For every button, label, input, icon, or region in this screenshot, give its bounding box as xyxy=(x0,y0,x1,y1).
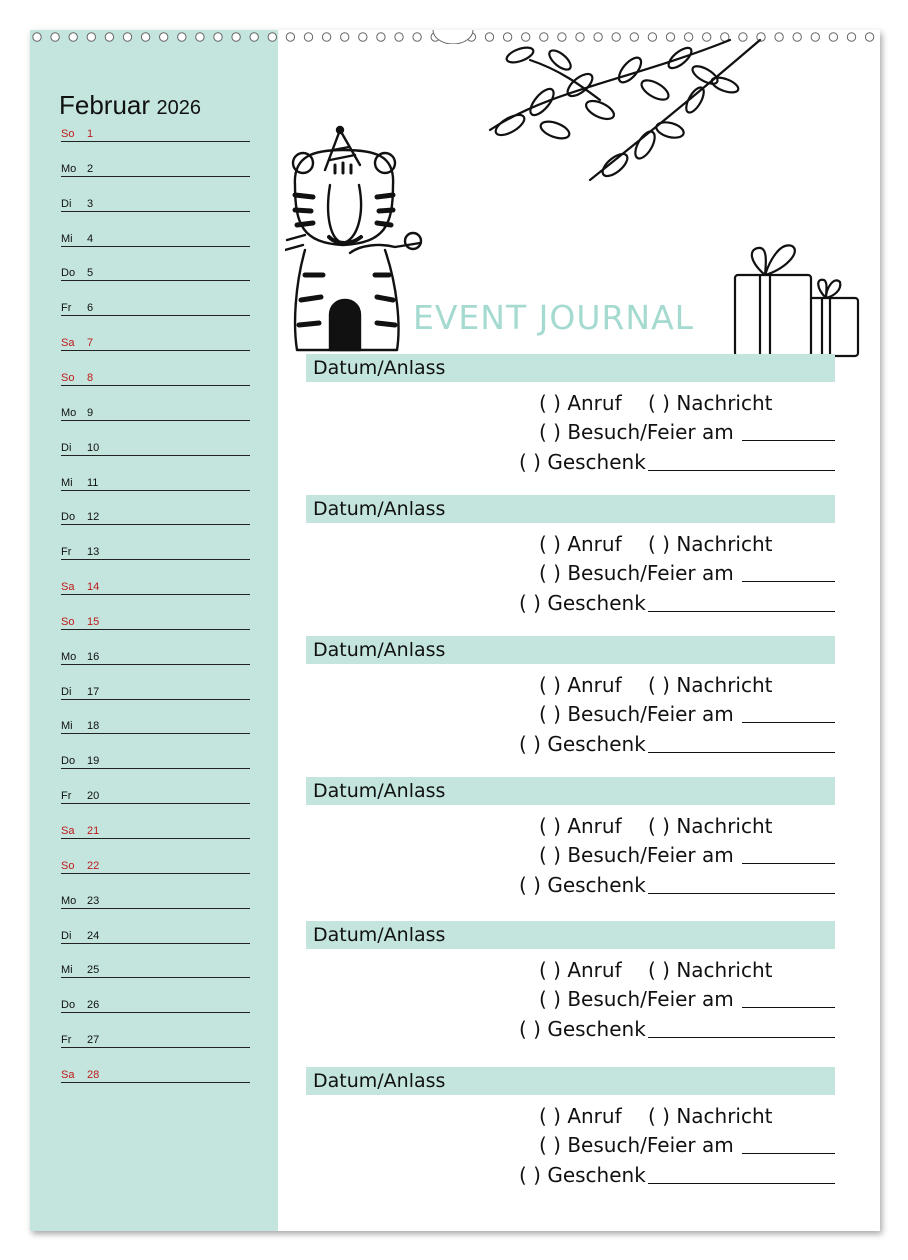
day-row[interactable] xyxy=(61,581,250,595)
entry-header-bar xyxy=(306,1067,835,1095)
gift-checkbox[interactable]: ( ) Geschenk xyxy=(519,1017,646,1041)
day-row[interactable] xyxy=(61,302,250,316)
day-weekday: Fr xyxy=(61,302,72,315)
day-number: 26 xyxy=(87,999,100,1012)
calendar-page xyxy=(30,30,880,1231)
day-weekday: Mo xyxy=(61,162,77,175)
call-checkbox[interactable]: ( ) Anruf xyxy=(539,391,622,415)
day-number: 14 xyxy=(87,581,100,594)
gift-boxes-illustration xyxy=(730,240,865,360)
visit-checkbox[interactable]: ( ) Besuch/Feier am xyxy=(539,702,734,726)
entry-header[interactable]: Datum/Anlass xyxy=(313,924,446,946)
day-row[interactable] xyxy=(61,999,250,1013)
journal-entry xyxy=(306,921,835,1039)
visit-checkbox[interactable]: ( ) Besuch/Feier am xyxy=(539,843,734,867)
day-row[interactable] xyxy=(61,686,250,700)
journal-entry xyxy=(306,636,835,754)
day-number: 22 xyxy=(87,859,100,872)
day-row[interactable] xyxy=(61,755,250,769)
visit-checkbox[interactable]: ( ) Besuch/Feier am xyxy=(539,420,734,444)
day-row[interactable] xyxy=(61,1069,250,1083)
binding-ring xyxy=(69,33,77,41)
day-row[interactable] xyxy=(61,930,250,944)
binding-ring xyxy=(413,33,421,41)
call-checkbox[interactable]: ( ) Anruf xyxy=(539,673,622,697)
day-number: 11 xyxy=(87,476,99,489)
call-checkbox[interactable]: ( ) Anruf xyxy=(539,1104,622,1128)
hanger-hook xyxy=(433,30,473,44)
day-row[interactable] xyxy=(61,964,250,978)
visit-date-line[interactable] xyxy=(742,440,835,441)
entry-header[interactable]: Datum/Anlass xyxy=(313,357,446,379)
binding-ring xyxy=(178,33,186,41)
day-weekday: Sa xyxy=(61,1068,75,1081)
entry-header[interactable]: Datum/Anlass xyxy=(313,498,446,520)
entry-header[interactable]: Datum/Anlass xyxy=(313,639,446,661)
gift-line[interactable] xyxy=(648,1183,835,1184)
day-weekday: Di xyxy=(61,441,72,454)
day-row[interactable] xyxy=(61,267,250,281)
day-row[interactable] xyxy=(61,233,250,247)
month-name: Februar xyxy=(59,90,151,120)
day-number: 16 xyxy=(87,650,100,663)
day-weekday: Do xyxy=(61,755,76,768)
binding-ring xyxy=(105,33,113,41)
message-checkbox[interactable]: ( ) Nachricht xyxy=(648,391,773,415)
visit-date-line[interactable] xyxy=(742,581,835,582)
day-weekday: Mi xyxy=(61,232,73,245)
day-weekday: So xyxy=(61,128,75,140)
entry-header[interactable]: Datum/Anlass xyxy=(313,1070,446,1092)
binding-ring xyxy=(829,33,837,41)
day-row[interactable] xyxy=(61,825,250,839)
binding-ring xyxy=(359,33,367,41)
binding-ring xyxy=(377,33,385,41)
binding-ring xyxy=(250,33,258,41)
binding-ring xyxy=(33,33,41,41)
binding-ring xyxy=(322,33,330,41)
day-weekday: Sa xyxy=(61,581,75,594)
day-row[interactable] xyxy=(61,651,250,665)
day-number: 8 xyxy=(87,371,94,384)
entry-header-bar xyxy=(306,777,835,805)
day-number: 3 xyxy=(87,197,94,210)
day-row[interactable] xyxy=(61,337,250,351)
day-number: 10 xyxy=(87,441,100,454)
message-checkbox[interactable]: ( ) Nachricht xyxy=(648,958,773,982)
day-number: 27 xyxy=(87,1034,100,1047)
day-weekday: Fr xyxy=(61,1034,72,1047)
day-row[interactable] xyxy=(61,198,250,212)
day-weekday: Sa xyxy=(61,825,75,837)
binding-ring xyxy=(196,33,204,41)
day-weekday: Mi xyxy=(61,476,73,489)
day-weekday: Mi xyxy=(61,720,73,733)
day-number: 12 xyxy=(87,511,100,524)
day-number: 7 xyxy=(87,337,94,350)
journal-entry xyxy=(306,1067,835,1185)
day-weekday: Di xyxy=(61,929,72,942)
message-checkbox[interactable]: ( ) Nachricht xyxy=(648,673,773,697)
binding-ring xyxy=(865,33,873,41)
day-number: 13 xyxy=(87,546,100,559)
day-row[interactable] xyxy=(61,860,250,874)
day-weekday: Mo xyxy=(61,894,77,907)
journal-title: EVENT JOURNAL xyxy=(413,298,695,337)
day-number: 19 xyxy=(87,755,100,768)
binding-ring xyxy=(141,33,149,41)
gift-line[interactable] xyxy=(648,893,835,894)
year: 2026 xyxy=(156,97,201,119)
visit-checkbox[interactable]: ( ) Besuch/Feier am xyxy=(539,987,734,1011)
journal-entry xyxy=(306,777,835,895)
call-checkbox[interactable]: ( ) Anruf xyxy=(539,814,622,838)
day-number: 24 xyxy=(87,929,100,942)
gift-checkbox[interactable]: ( ) Geschenk xyxy=(519,873,646,897)
day-weekday: So xyxy=(61,859,75,872)
day-number: 1 xyxy=(87,128,94,140)
day-number: 4 xyxy=(87,232,94,245)
day-weekday: Di xyxy=(61,197,72,210)
binding-ring xyxy=(811,33,819,41)
visit-date-line[interactable] xyxy=(742,1153,835,1154)
journal-entry xyxy=(306,354,835,472)
gift-checkbox[interactable]: ( ) Geschenk xyxy=(519,1163,646,1187)
day-number: 6 xyxy=(87,302,94,315)
month-title xyxy=(59,90,201,121)
entry-header-bar xyxy=(306,921,835,949)
day-row[interactable] xyxy=(61,790,250,804)
gift-line[interactable] xyxy=(648,1037,835,1038)
entry-header-bar xyxy=(306,636,835,664)
day-weekday: Do xyxy=(61,267,76,280)
visit-date-line[interactable] xyxy=(742,722,835,723)
day-weekday: Fr xyxy=(61,546,72,559)
day-number: 20 xyxy=(87,790,100,803)
day-row[interactable] xyxy=(61,372,250,386)
day-row[interactable] xyxy=(61,616,250,630)
binding-ring xyxy=(87,33,95,41)
day-weekday: Mo xyxy=(61,406,77,419)
day-row[interactable] xyxy=(61,895,250,909)
day-number: 25 xyxy=(87,964,100,977)
visit-date-line[interactable] xyxy=(742,863,835,864)
binding-ring xyxy=(304,33,312,41)
day-number: 17 xyxy=(87,685,100,698)
day-number: 21 xyxy=(87,825,100,837)
day-number: 15 xyxy=(87,615,100,628)
binding-ring xyxy=(793,33,801,41)
day-row[interactable] xyxy=(61,511,250,525)
binding-ring xyxy=(268,33,276,41)
day-row[interactable] xyxy=(61,720,250,734)
visit-checkbox[interactable]: ( ) Besuch/Feier am xyxy=(539,561,734,585)
binding-ring xyxy=(123,33,131,41)
day-row[interactable] xyxy=(61,546,250,560)
binding-ring xyxy=(847,33,855,41)
entry-header-bar xyxy=(306,495,835,523)
message-checkbox[interactable]: ( ) Nachricht xyxy=(648,1104,773,1128)
day-row[interactable] xyxy=(61,442,250,456)
day-row[interactable] xyxy=(61,407,250,421)
day-weekday: Mi xyxy=(61,964,73,977)
visit-checkbox[interactable]: ( ) Besuch/Feier am xyxy=(539,1133,734,1157)
call-checkbox[interactable]: ( ) Anruf xyxy=(539,958,622,982)
gift-line[interactable] xyxy=(648,752,835,753)
binding-ring xyxy=(286,33,294,41)
binding-ring xyxy=(214,33,222,41)
binding-ring xyxy=(51,33,59,41)
gift-checkbox[interactable]: ( ) Geschenk xyxy=(519,450,646,474)
day-weekday: So xyxy=(61,371,75,384)
day-row[interactable] xyxy=(61,477,250,491)
day-number: 18 xyxy=(87,720,100,733)
day-weekday: Fr xyxy=(61,790,72,803)
day-weekday: Do xyxy=(61,999,76,1012)
day-weekday: Sa xyxy=(61,337,75,350)
gift-line[interactable] xyxy=(648,470,835,471)
leaf-branch-illustration xyxy=(470,30,780,190)
day-number: 5 xyxy=(87,267,94,280)
day-number: 23 xyxy=(87,894,100,907)
day-weekday: Do xyxy=(61,511,76,524)
binding-ring xyxy=(341,33,349,41)
entry-header[interactable]: Datum/Anlass xyxy=(313,780,446,802)
message-checkbox[interactable]: ( ) Nachricht xyxy=(648,814,773,838)
binding-ring xyxy=(395,33,403,41)
binding-ring xyxy=(160,33,168,41)
day-row[interactable] xyxy=(61,128,250,142)
day-row[interactable] xyxy=(61,1034,250,1048)
visit-date-line[interactable] xyxy=(742,1007,835,1008)
day-weekday: Di xyxy=(61,685,72,698)
entry-header-bar xyxy=(306,354,835,382)
message-checkbox[interactable]: ( ) Nachricht xyxy=(648,532,773,556)
gift-checkbox[interactable]: ( ) Geschenk xyxy=(519,591,646,615)
day-number: 9 xyxy=(87,406,94,419)
call-checkbox[interactable]: ( ) Anruf xyxy=(539,532,622,556)
gift-line[interactable] xyxy=(648,611,835,612)
journal-entry xyxy=(306,495,835,613)
day-weekday: So xyxy=(61,615,75,628)
gift-checkbox[interactable]: ( ) Geschenk xyxy=(519,732,646,756)
day-number: 2 xyxy=(87,162,94,175)
binding-ring xyxy=(232,33,240,41)
day-number: 28 xyxy=(87,1068,100,1081)
day-row[interactable] xyxy=(61,163,250,177)
day-weekday: Mo xyxy=(61,650,77,663)
calendar-sidebar xyxy=(30,30,278,1231)
